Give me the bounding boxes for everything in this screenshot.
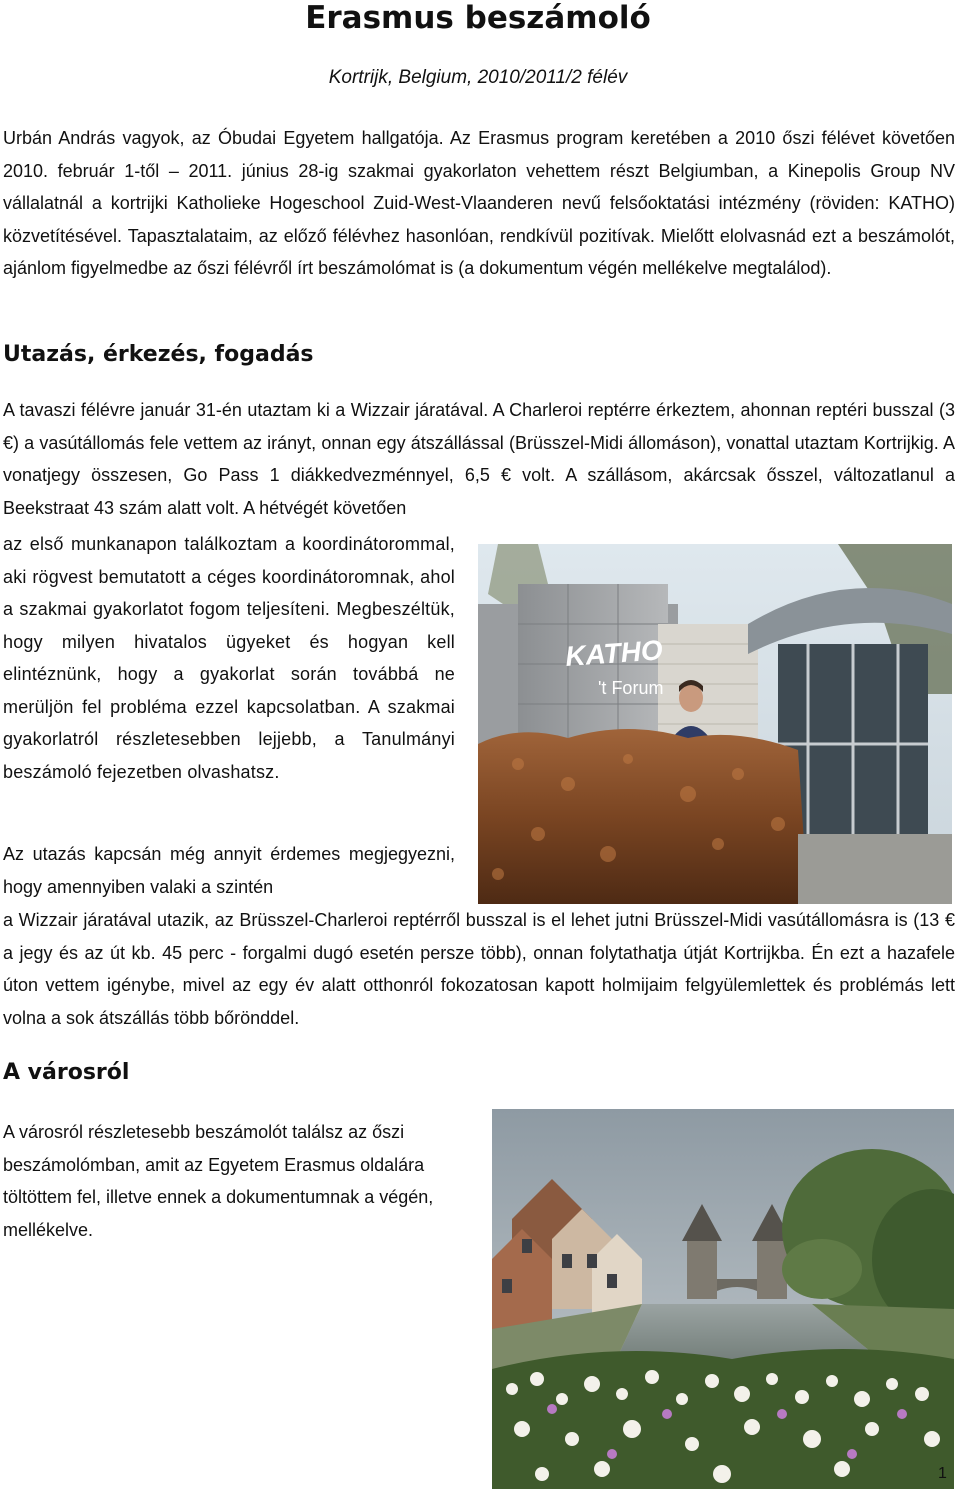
katho-sign-text: KATHO bbox=[564, 634, 664, 672]
travel-paragraph-2: az első munkanapon találkoztam a koordinátorommal, aki rögvest bemutatott a céges koordinátoromnak, ahol a szakmai gyakorlatot fogom teljesíteni. Megbeszéltük, hogy milyen hivatalos ügyeket és hogyan kell elintéznünk, hogy a gyakorlat során továbbá ne merüljön fel probléma ezzel kapcsolatban. A szakmai gyakorlatról részletesebben lejjebb, a Tanulmányi beszámoló fejezetben olvashatsz. bbox=[3, 534, 455, 782]
document-title: Erasmus beszámoló bbox=[305, 0, 651, 36]
katho-sign-subtext: 't Forum bbox=[598, 678, 664, 698]
page-number: 1 bbox=[938, 1465, 947, 1482]
travel-paragraph-4: a Wizzair járatával utazik, az Brüsszel-Charleroi reptérről busszal is el lehet jutni Brüsszel-Midi vasútállomásra is (13 € a jegy és az út kb. 45 perc - forgalmi dugó esetén persze több), onnan folytathatja útját Kortrijkba. Én ezt a hazafele úton vettem igénybe, mivel az egy év alatt otthonról fokozatosan kapott holmijaim felgyülemlettek és problémás lett volna a sok átszállás több bőrönddel. bbox=[3, 910, 955, 1028]
city-paragraph: A városról részletesebb beszámolót találsz az őszi beszámolómban, amit az Egyetem Erasmus oldalára töltöttem fel, illetve ennek a dokumentumnak a végén, mellékelve. bbox=[3, 1122, 434, 1240]
section-heading-city: A városról bbox=[3, 1060, 130, 1085]
intro-paragraph: Urbán András vagyok, az Óbudai Egyetem hallgatója. Az Erasmus program keretében a 2010 őszi félévet követően 2010. február 1-től – 2011. június 28-ig szakmai gyakorlaton vehettem részt Belgiumban, a Kinepolis Group NV vállalatnál a kortrijki Katholieke Hogeschool Zuid-West-Vlaanderen nevű felsőoktatási intézmény (röviden: KATHO) közvetítésével. Tapasztalataim, az előző félévhez hasonlóan, rendkívül pozitívak. Mielőtt elolvasnád ezt a beszámolót, ajánlom figyelmedbe az őszi félévről írt beszámolómat is (a dokumentum végén mellékelve megtalálod). bbox=[3, 128, 955, 278]
travel-paragraph-1: A tavaszi félévre január 31-én utaztam ki a Wizzair járatával. A Charleroi reptérre érkeztem, ahonnan reptéri busszal (3 €) a vasútállomás fele vettem az irányt, onnan egy átszállással (Brüsszel-Midi állomáson), vonattal utaztam Kortrijkig. A vonatjegy összesen, Go Pass 1 diákkedvezménnyel, 6,5 € volt. A szállásom, akárcsak ősszel, változatlanul a Beekstraat 43 szám alatt volt. A hétvégét követően bbox=[3, 400, 955, 518]
kortrijk-river-photo bbox=[492, 1109, 954, 1489]
katho-building-photo bbox=[478, 544, 952, 904]
document-subtitle: Kortrijk, Belgium, 2010/2011/2 félév bbox=[328, 67, 628, 88]
travel-paragraph-3: Az utazás kapcsán még annyit érdemes megjegyezni, hogy amennyiben valaki a szintén bbox=[3, 844, 455, 897]
section-heading-travel: Utazás, érkezés, fogadás bbox=[3, 342, 314, 367]
